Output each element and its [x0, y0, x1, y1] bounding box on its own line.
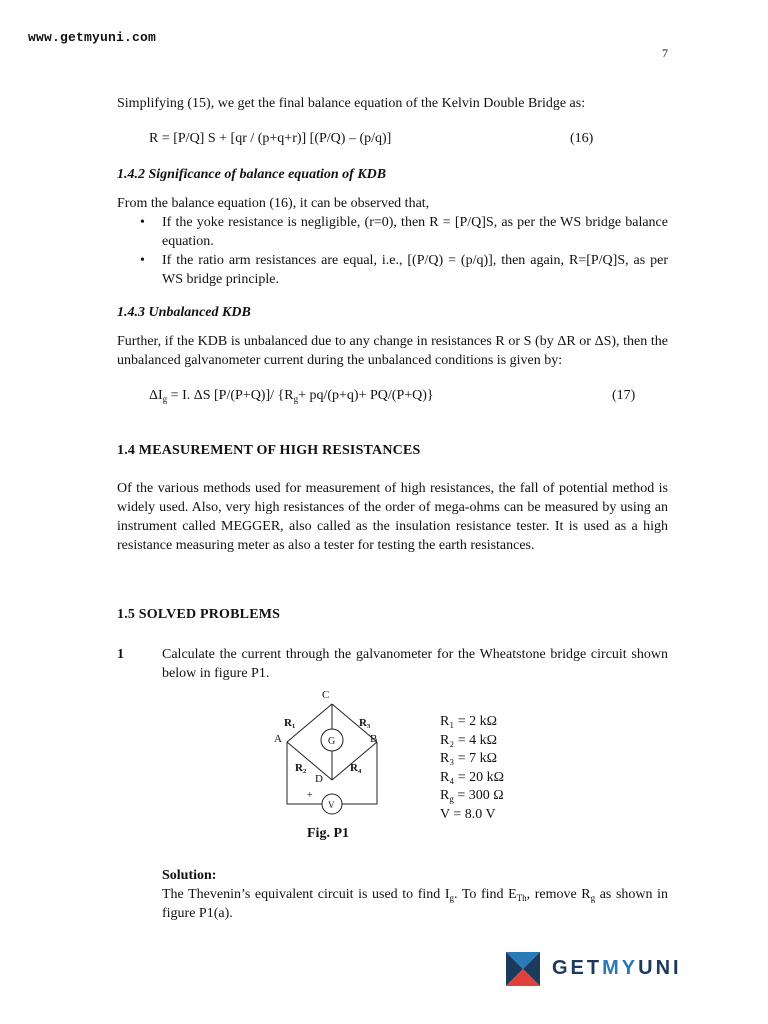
- solution-text: The Thevenin’s equivalent circuit is used to find $I_g$. To find $E_{Th}$, remove $R_g$ as shown in figure P1(a).: [162, 887, 668, 921]
- value-r4: R₄ = 20 kΩ: [440, 769, 505, 785]
- section-1-4-3-body: Further, if the KDB is unbalanced due to any change in resistances R or S (by ΔR or ΔS), then the unbalanced galvanometer current during the unbalanced conditions is given by:: [117, 334, 668, 368]
- problem-number: 1: [117, 647, 124, 662]
- component-values: [440, 713, 504, 825]
- resistor-label-r2: R₂: [295, 762, 307, 774]
- node-label-a: A: [274, 733, 282, 745]
- node-label-d: D: [315, 773, 323, 785]
- page-number: 7: [662, 46, 668, 60]
- bullet-text-1: If the yoke resistance is negligible, (r=0), then R = [P/Q]S, as per the WS bridge balance equation.: [162, 215, 668, 249]
- node-label-c: C: [322, 689, 330, 701]
- node-label-b: B: [370, 733, 378, 745]
- voltage-source-label: V: [328, 800, 335, 810]
- equation-17: $\Delta I_g = I$. ΔS [P/(P+Q)]/ $\{R_g+ pq/(p+q)+ PQ/(P+Q)\}$: [149, 388, 434, 404]
- section-1-5-title: 1.5 SOLVED PROBLEMS: [117, 607, 281, 622]
- section-1-4-body: Of the various methods used for measurement of high resistances, the fall of potential method is widely used. Also, very high resistances of the order of mega-ohms can be measured by using an instrument called MEGGER, also called as the insulation resistance tester. It is used as a high resistance measuring meter as also a tester for testing the earth resistances.: [117, 481, 668, 553]
- section-1-4-3-title: 1.4.3 Unbalanced KDB: [117, 305, 251, 320]
- bullet-text-2: If the ratio arm resistances are equal, i.e., [(P/Q) = (p/q)], then again, R=[P/Q]S, as per WS bridge principle.: [162, 253, 668, 287]
- section-1-4-2-body: [117, 194, 668, 289]
- solution-heading: Solution:: [162, 868, 217, 883]
- problem-text: Calculate the current through the galvanometer for the Wheatstone bridge circuit shown below in figure P1.: [162, 647, 668, 681]
- resistor-label-r1: R₁: [284, 717, 296, 729]
- resistor-label-r4: R₄: [350, 762, 362, 774]
- galvanometer-label: G: [328, 736, 336, 747]
- list-item: [117, 251, 668, 289]
- section-1-4-2-title: 1.4.2 Significance of balance equation of KDB: [117, 167, 387, 182]
- resistor-label-r3: R₃: [359, 717, 371, 729]
- section-1-4-2-lead: From the balance equation (16), it can be observed that,: [117, 196, 430, 211]
- value-r3: R₃ = 7 kΩ: [440, 751, 498, 767]
- getmyuni-logo-icon: [504, 950, 542, 988]
- list-item: [117, 213, 668, 251]
- value-r2: R₂ = 4 kΩ: [440, 732, 498, 748]
- equation-17-number: (17): [612, 388, 636, 403]
- value-r1: R₁ = 2 kΩ: [440, 714, 498, 729]
- value-rg: $R_g = 300$ Ω: [440, 788, 504, 805]
- polarity-plus-label: +: [307, 790, 313, 801]
- intro-text: Simplifying (15), we get the final balance equation of the Kelvin Double Bridge as:: [117, 96, 586, 111]
- value-v: V = 8.0 V: [440, 806, 496, 822]
- section-1-4-title: 1.4 MEASUREMENT OF HIGH RESISTANCES: [117, 443, 421, 458]
- bullet-list: [117, 213, 668, 289]
- arm-r2: [287, 742, 332, 780]
- figure-caption: Fig. P1: [307, 826, 349, 841]
- bullet-icon: •: [140, 215, 145, 230]
- equation-16: R = [P/Q] S + [qr / (p+q+r)] [(P/Q) – (p/q)]: [149, 131, 392, 146]
- bullet-icon: •: [140, 253, 145, 268]
- site-url: www.getmyuni.com: [28, 30, 157, 45]
- wheatstone-bridge-diagram: [268, 684, 398, 816]
- equation-16-number: (16): [570, 131, 594, 146]
- arm-r4: [332, 742, 377, 780]
- getmyuni-logo-text: GETMYUNI: [552, 957, 682, 979]
